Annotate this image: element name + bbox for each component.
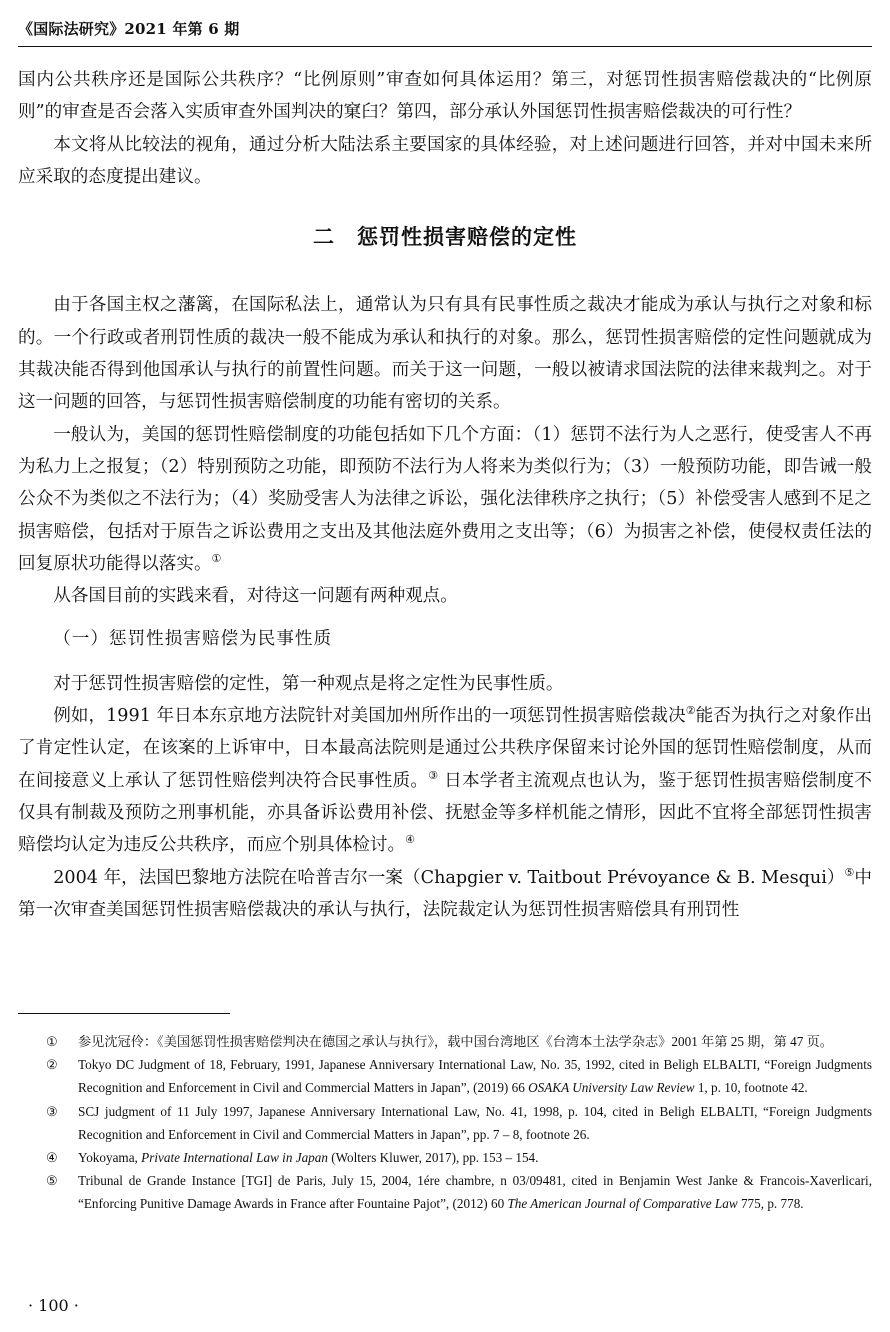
footnote-marker: ② [46,1057,58,1073]
journal-title: The American Journal of Comparative Law [507,1196,738,1212]
footnote-ref-4[interactable]: ④ [405,833,415,847]
footnote-text-b: 1, p. 10, footnote 42. [694,1080,808,1096]
footnote-text [78,1150,538,1165]
paragraph-characterization: 由于各国主权之藩篱，在国际私法上，通常认为只有具有民事性质之裁决才能成为承认与执行之对象和标的。一个行政或者刑罚性质的裁决一般不能成为承认和执行的对象。那么，惩罚性损害赔偿的定性问题就成为其裁决能否得到他国承认与执行的前置性问题。而关于这一问题，一般以被请求国法院的法律来裁判之。对于这一问题的回答，与惩罚性损害赔偿制度的功能有密切的关系。 [18,295,872,413]
footnote-text-a: Yokoyama, [78,1150,142,1166]
paragraph-france-example [18,862,872,927]
footnote-text [78,1057,872,1095]
footnote-marker: ③ [46,1103,58,1119]
footnote-text [78,1173,872,1211]
japan-text-b: 能否为执行之对象作出了肯定性认定，在该案的上诉审中，日本最高法院则是通过公共秩序保留来讨论外国的惩罚性赔偿制度，从而在间接意义上承认了惩罚性赔偿判决符合民事性质。 [18,706,872,791]
footnote-text: SCJ judgment of 11 July 1997, Japanese Anniversary International Law, No. 41, 1998, p. 104, cited in Beligh ELBALTI, “Foreign Judgments Recognition and Enforcement in Civil and Commercial Matters in Japan”, pp. 7 – 8, footnote 26. [78,1103,872,1142]
paragraph-functions [18,419,872,580]
japan-text-a: 例如，1991 年日本东京地方法院针对美国加州所作出的一项惩罚性损害赔偿裁决 [53,706,686,727]
footnote-item [18,1169,872,1215]
paragraph-continued: 国内公共秩序还是国际公共秩序？“比例原则”审查如何具体运用？第三，对惩罚性损害赔偿裁决的“比例原则”的审查是否会落入实质审查外国判决的窠臼？第四，部分承认外国惩罚性损害赔偿裁决的可行性？ [18,70,872,123]
footnote-text-b: 775, p. 778. [737,1196,804,1212]
page-number: · 100 · [28,1296,79,1315]
footnote-ref-5[interactable]: ⑤ [844,865,855,879]
paragraph-first-view: 对于惩罚性损害赔偿的定性，第一种观点是将之定性为民事性质。 [53,673,564,694]
paragraph-two-views: 从各国目前的实践来看，对待这一问题有两种观点。 [53,586,458,607]
paragraph-japan-example [18,700,872,861]
footnote-text-a: Tribunal de Grande Instance [TGI] de Paris, July 15, 2004, 1ére chambre, n 03/09481, cited in Benjamin West Janke & Francois-Xaverlicari, “Enforcing Punitive Damage Awards in France after Fountaine Pajot”, (2012) 60 [78,1173,872,1212]
footnote-item [18,1053,872,1099]
footnote-ref-2[interactable]: ② [685,704,696,718]
france-text-a: 2004 年，法国巴黎地方法院在哈普吉尔一案（Chapgier v. Taitbout Prévoyance & B. Mesqui） [53,867,845,888]
running-header: 《国际法研究》2021 年第 6 期 [18,20,240,38]
footnote-marker: ① [46,1034,58,1049]
subsection-heading: （一）惩罚性损害赔偿为民事性质 [53,629,333,650]
book-title: Private International Law in Japan [141,1150,328,1166]
footnotes-section [18,1030,872,1216]
footnote-item [18,1100,872,1146]
footnote-text: 参见沈冠伶：《美国惩罚性损害赔偿判决在德国之承认与执行》，载中国台湾地区《台湾本土法学杂志》2001 年第 25 期，第 47 页。 [78,1034,833,1049]
footnote-ref-1[interactable]: ① [211,552,222,565]
functions-text: 一般认为，美国的惩罚性赔偿制度的功能包括如下几个方面：（1）惩罚不法行为人之恶行，使受害人不再为私力上之报复；（2）特别预防之功能，即预防不法行为人将来为类似行为；（3）一般预防功能，即告诫一般公众不为类似之不法行为；（4）奖励受害人为法律之诉讼，强化法律秩序之执行；（5）补偿受害人感到不足之损害赔偿，包括对于原告之诉讼费用之支出及其他法庭外费用之支出等；（6）为损害之补偿，使侵权责任法的回复原状功能得以落实。 [18,424,872,574]
footnote-marker: ④ [46,1150,58,1166]
article-body [18,64,872,926]
paragraph-method: 本文将从比较法的视角，通过分析大陆法系主要国家的具体经验，对上述问题进行回答，并对中国未来所应采取的态度提出建议。 [18,134,872,187]
footnote-text-a: Tokyo DC Judgment of 18, February, 1991, Japanese Anniversary International Law, No. 35, 1992, cited in Beligh ELBALTI, “Foreign Judgments Recognition and Enforcement in Civil and Commercial Matters in Japan”, (2019) 66 [78,1057,872,1096]
france-text-b: 中第一次审查美国惩罚性损害赔偿裁决的承认与执行，法院裁定认为惩罚性损害赔偿具有刑罚性 [18,867,872,920]
footnote-ref-3[interactable]: ③ [428,768,439,782]
footnote-item [18,1030,872,1053]
section-heading: 二 惩罚性损害赔偿的定性 [313,225,577,250]
footnote-marker: ⑤ [46,1173,58,1189]
footnote-item [18,1146,872,1169]
journal-title: OSAKA University Law Review [528,1080,695,1096]
footnote-text-b: (Wolters Kluwer, 2017), pp. 153 – 154. [327,1150,539,1166]
header-rule [18,46,872,47]
footnote-separator [18,1013,230,1014]
japan-text-c: 日本学者主流观点也认为，鉴于惩罚性损害赔偿制度不仅具有制裁及预防之刑事机能，亦具备诉讼费用补偿、抚慰金等多样机能之情形，因此不宜将全部惩罚性损害赔偿均认定为违反公共秩序，而应个别具体检讨。 [18,770,872,856]
